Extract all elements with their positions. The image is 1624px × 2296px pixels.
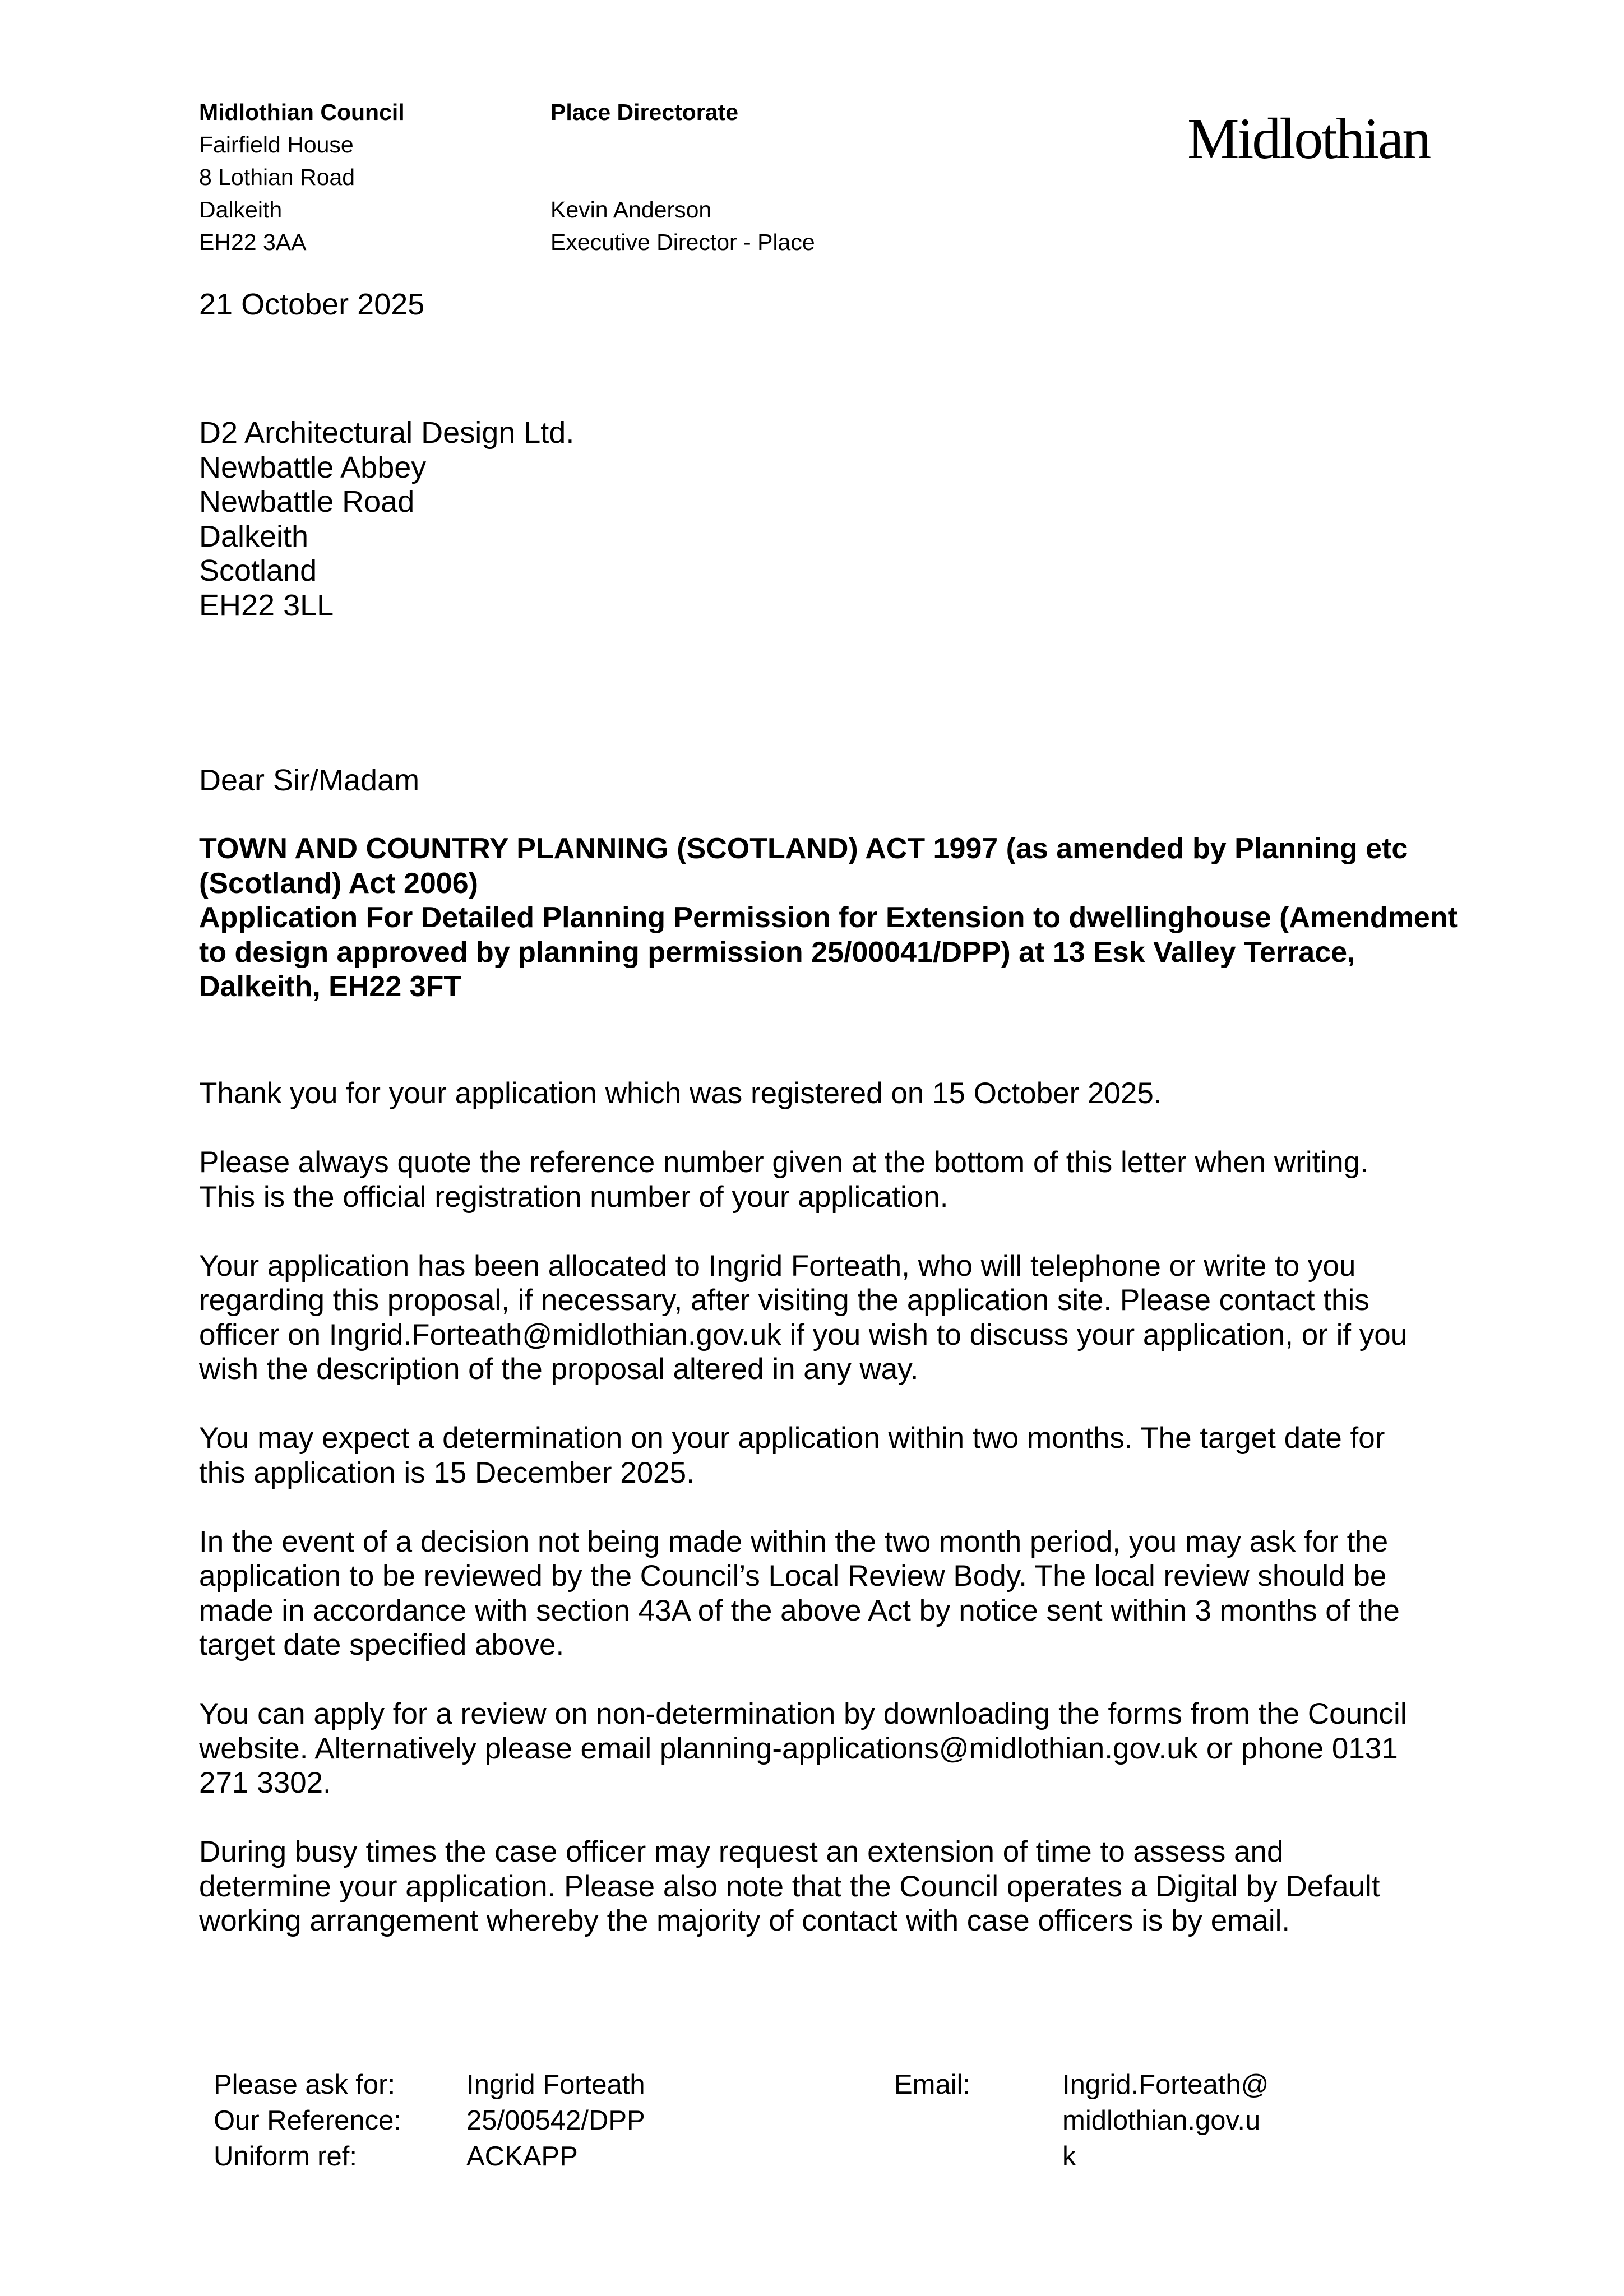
body-paragraph: You may expect a determination on your application within two months. The target date for this application is 15 December 2025. xyxy=(199,1422,1385,1489)
footer-email-value xyxy=(1062,2067,1269,2174)
recipient-address xyxy=(199,416,574,623)
sender-address xyxy=(199,96,405,258)
letter-date: 21 October 2025 xyxy=(199,288,425,321)
recipient-line: Scotland xyxy=(199,554,317,587)
directorate-block xyxy=(550,96,815,258)
subject-application-line: Application For Detailed Planning Permission for Extension to dwellinghouse (Amendment to design approved by planning permission 25/00041/DPP) at 13 Esk Valley Terrace, Dalkeith, EH22 3FT xyxy=(199,901,1458,1003)
letter-body xyxy=(199,1076,1466,1973)
sender-address-line: Fairfield House xyxy=(199,132,354,158)
recipient-line: Dalkeith xyxy=(199,519,309,553)
ask-for-label: Please ask for: xyxy=(214,2070,396,2100)
directorate-name: Place Directorate xyxy=(550,99,739,125)
midlothian-logo: Midlothian xyxy=(1187,107,1430,171)
email-value-line: midlothian.gov.u xyxy=(1062,2105,1261,2136)
email-value-line: k xyxy=(1062,2141,1076,2172)
sender-address-line: 8 Lothian Road xyxy=(199,164,355,190)
footer-labels xyxy=(214,2067,401,2174)
reference-value: 25/00542/DPP xyxy=(466,2105,645,2136)
body-paragraph: During busy times the case officer may request an extension of time to assess and determine your application. Please also note that the Council operates a Digital by Default working arrangement whereby the majority of contact with case officers is by email. xyxy=(199,1835,1380,1937)
subject-heading xyxy=(199,832,1466,1004)
email-label: Email: xyxy=(894,2070,971,2100)
sender-address-line: Dalkeith xyxy=(199,197,283,223)
director-name: Kevin Anderson xyxy=(550,197,712,223)
recipient-line: D2 Architectural Design Ltd. xyxy=(199,416,575,450)
salutation: Dear Sir/Madam xyxy=(199,763,420,797)
ask-for-value: Ingrid Forteath xyxy=(466,2070,645,2100)
footer-email-label-col xyxy=(894,2067,970,2103)
body-paragraph: Your application has been allocated to Ingrid Forteath, who will telephone or write to you regarding this proposal, if necessary, after visiting the application site. Please contact this officer on Ingrid.Forteath@midlothian.gov.uk if you wish to discuss your application, or if you wish the description of the proposal altered in any way. xyxy=(199,1249,1408,1386)
footer-values xyxy=(466,2067,645,2174)
uniform-value: ACKAPP xyxy=(466,2141,578,2172)
body-paragraph: You can apply for a review on non-determination by downloading the forms from the Council website. Alternatively please email planning-applications@midlothian.gov.uk or phone 0131 271 3302. xyxy=(199,1697,1407,1799)
body-paragraph: Please always quote the reference number given at the bottom of this letter when writing. This is the official registration number of your application. xyxy=(199,1146,1368,1214)
sender-address-line: EH22 3AA xyxy=(199,229,307,255)
sender-org-name: Midlothian Council xyxy=(199,99,405,125)
email-value-line: Ingrid.Forteath@ xyxy=(1062,2070,1269,2100)
reference-label: Our Reference: xyxy=(214,2105,401,2136)
subject-act-line: TOWN AND COUNTRY PLANNING (SCOTLAND) ACT 1997 (as amended by Planning etc (Scotland) Act 2006) xyxy=(199,832,1408,900)
recipient-line: EH22 3LL xyxy=(199,588,334,622)
recipient-line: Newbattle Road xyxy=(199,485,415,519)
body-paragraph: Thank you for your application which was registered on 15 October 2025. xyxy=(199,1077,1162,1110)
recipient-line: Newbattle Abbey xyxy=(199,450,427,484)
uniform-label: Uniform ref: xyxy=(214,2141,357,2172)
director-title: Executive Director - Place xyxy=(550,229,815,255)
body-paragraph: In the event of a decision not being made within the two month period, you may ask for the application to be reviewed by the Council’s Local Review Body. The local review should be made in accordance with section 43A of the above Act by notice sent within 3 months of the target date specified above. xyxy=(199,1525,1400,1661)
